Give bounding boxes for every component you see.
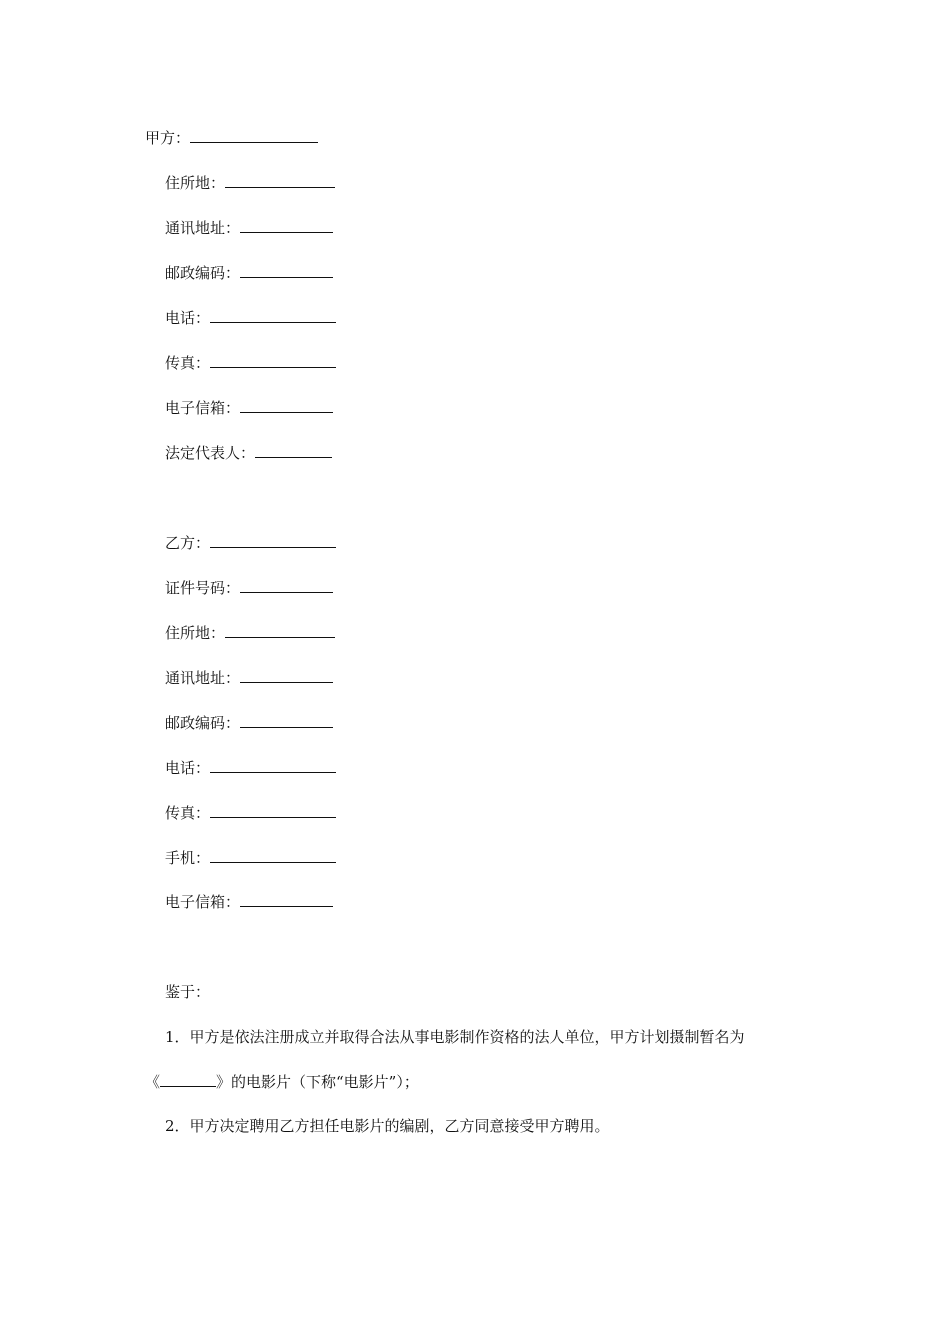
party-b-postcode-row [165,713,333,733]
party-b-fax-label: 传真： [165,804,211,822]
party-b-postcode-label: 邮政编码： [165,714,241,732]
party-b-mobile-label: 手机： [165,849,211,867]
recital-item-1-line-2 [145,1072,419,1092]
party-a-address-row [165,173,335,193]
party-b-mobile-blank[interactable] [210,848,336,863]
party-b-email-label: 电子信箱： [165,893,241,911]
party-a-phone-row [165,308,336,328]
party-a-legal-rep-row [165,443,332,463]
party-a-mailing-blank[interactable] [240,218,333,233]
party-b-id-label: 证件号码： [165,579,241,597]
party-a-postcode-row [165,263,333,283]
party-a-fax-row [165,353,336,373]
party-a-label: 甲方： [145,129,191,147]
party-a-blank[interactable] [190,128,318,143]
party-a-email-blank[interactable] [240,398,333,413]
party-b-mailing-row [165,668,333,688]
party-b-email-row [165,892,333,912]
party-a-legal-rep-blank[interactable] [255,443,332,458]
party-b-fax-row [165,803,336,823]
party-b-phone-row [165,758,336,778]
party-b-mailing-label: 通讯地址： [165,669,241,687]
film-title-blank[interactable] [160,1072,216,1087]
party-b-mailing-blank[interactable] [240,668,333,683]
party-a-postcode-blank[interactable] [240,263,333,278]
party-a-fax-blank[interactable] [210,353,336,368]
party-b-phone-blank[interactable] [210,758,336,773]
party-a-legal-rep-label: 法定代表人： [165,444,256,462]
party-b-row [165,533,336,553]
party-a-email-label: 电子信箱： [165,399,241,417]
party-b-mobile-row [165,848,336,868]
party-b-label: 乙方： [165,534,211,552]
film-title-close-text: 》的电影片（下称“电影片”）； [216,1073,419,1091]
party-a-row [145,128,318,148]
party-a-mailing-row [165,218,333,238]
party-b-phone-label: 电话： [165,759,211,777]
film-title-open-bracket: 《 [145,1073,161,1091]
party-a-fax-label: 传真： [165,354,211,372]
party-b-postcode-blank[interactable] [240,713,333,728]
party-b-fax-blank[interactable] [210,803,336,818]
party-b-id-row [165,578,333,598]
party-a-address-label: 住所地： [165,174,226,192]
party-b-blank[interactable] [210,533,336,548]
party-a-phone-label: 电话： [165,309,211,327]
party-a-postcode-label: 邮政编码： [165,264,241,282]
party-b-email-blank[interactable] [240,892,333,907]
party-b-id-blank[interactable] [240,578,333,593]
recitals-heading: 鉴于： [165,983,211,1001]
party-b-address-label: 住所地： [165,624,226,642]
party-a-phone-blank[interactable] [210,308,336,323]
recital-item-1-line-1: 1．甲方是依法注册成立并取得合法从事电影制作资格的法人单位，甲方计划摄制暂名为 [165,1028,745,1046]
party-a-address-blank[interactable] [225,173,335,188]
party-b-address-blank[interactable] [225,623,335,638]
party-b-address-row [165,623,335,643]
recital-item-2: 2．甲方决定聘用乙方担任电影片的编剧，乙方同意接受甲方聘用。 [165,1117,610,1135]
party-a-mailing-label: 通讯地址： [165,219,241,237]
party-a-email-row [165,398,333,418]
